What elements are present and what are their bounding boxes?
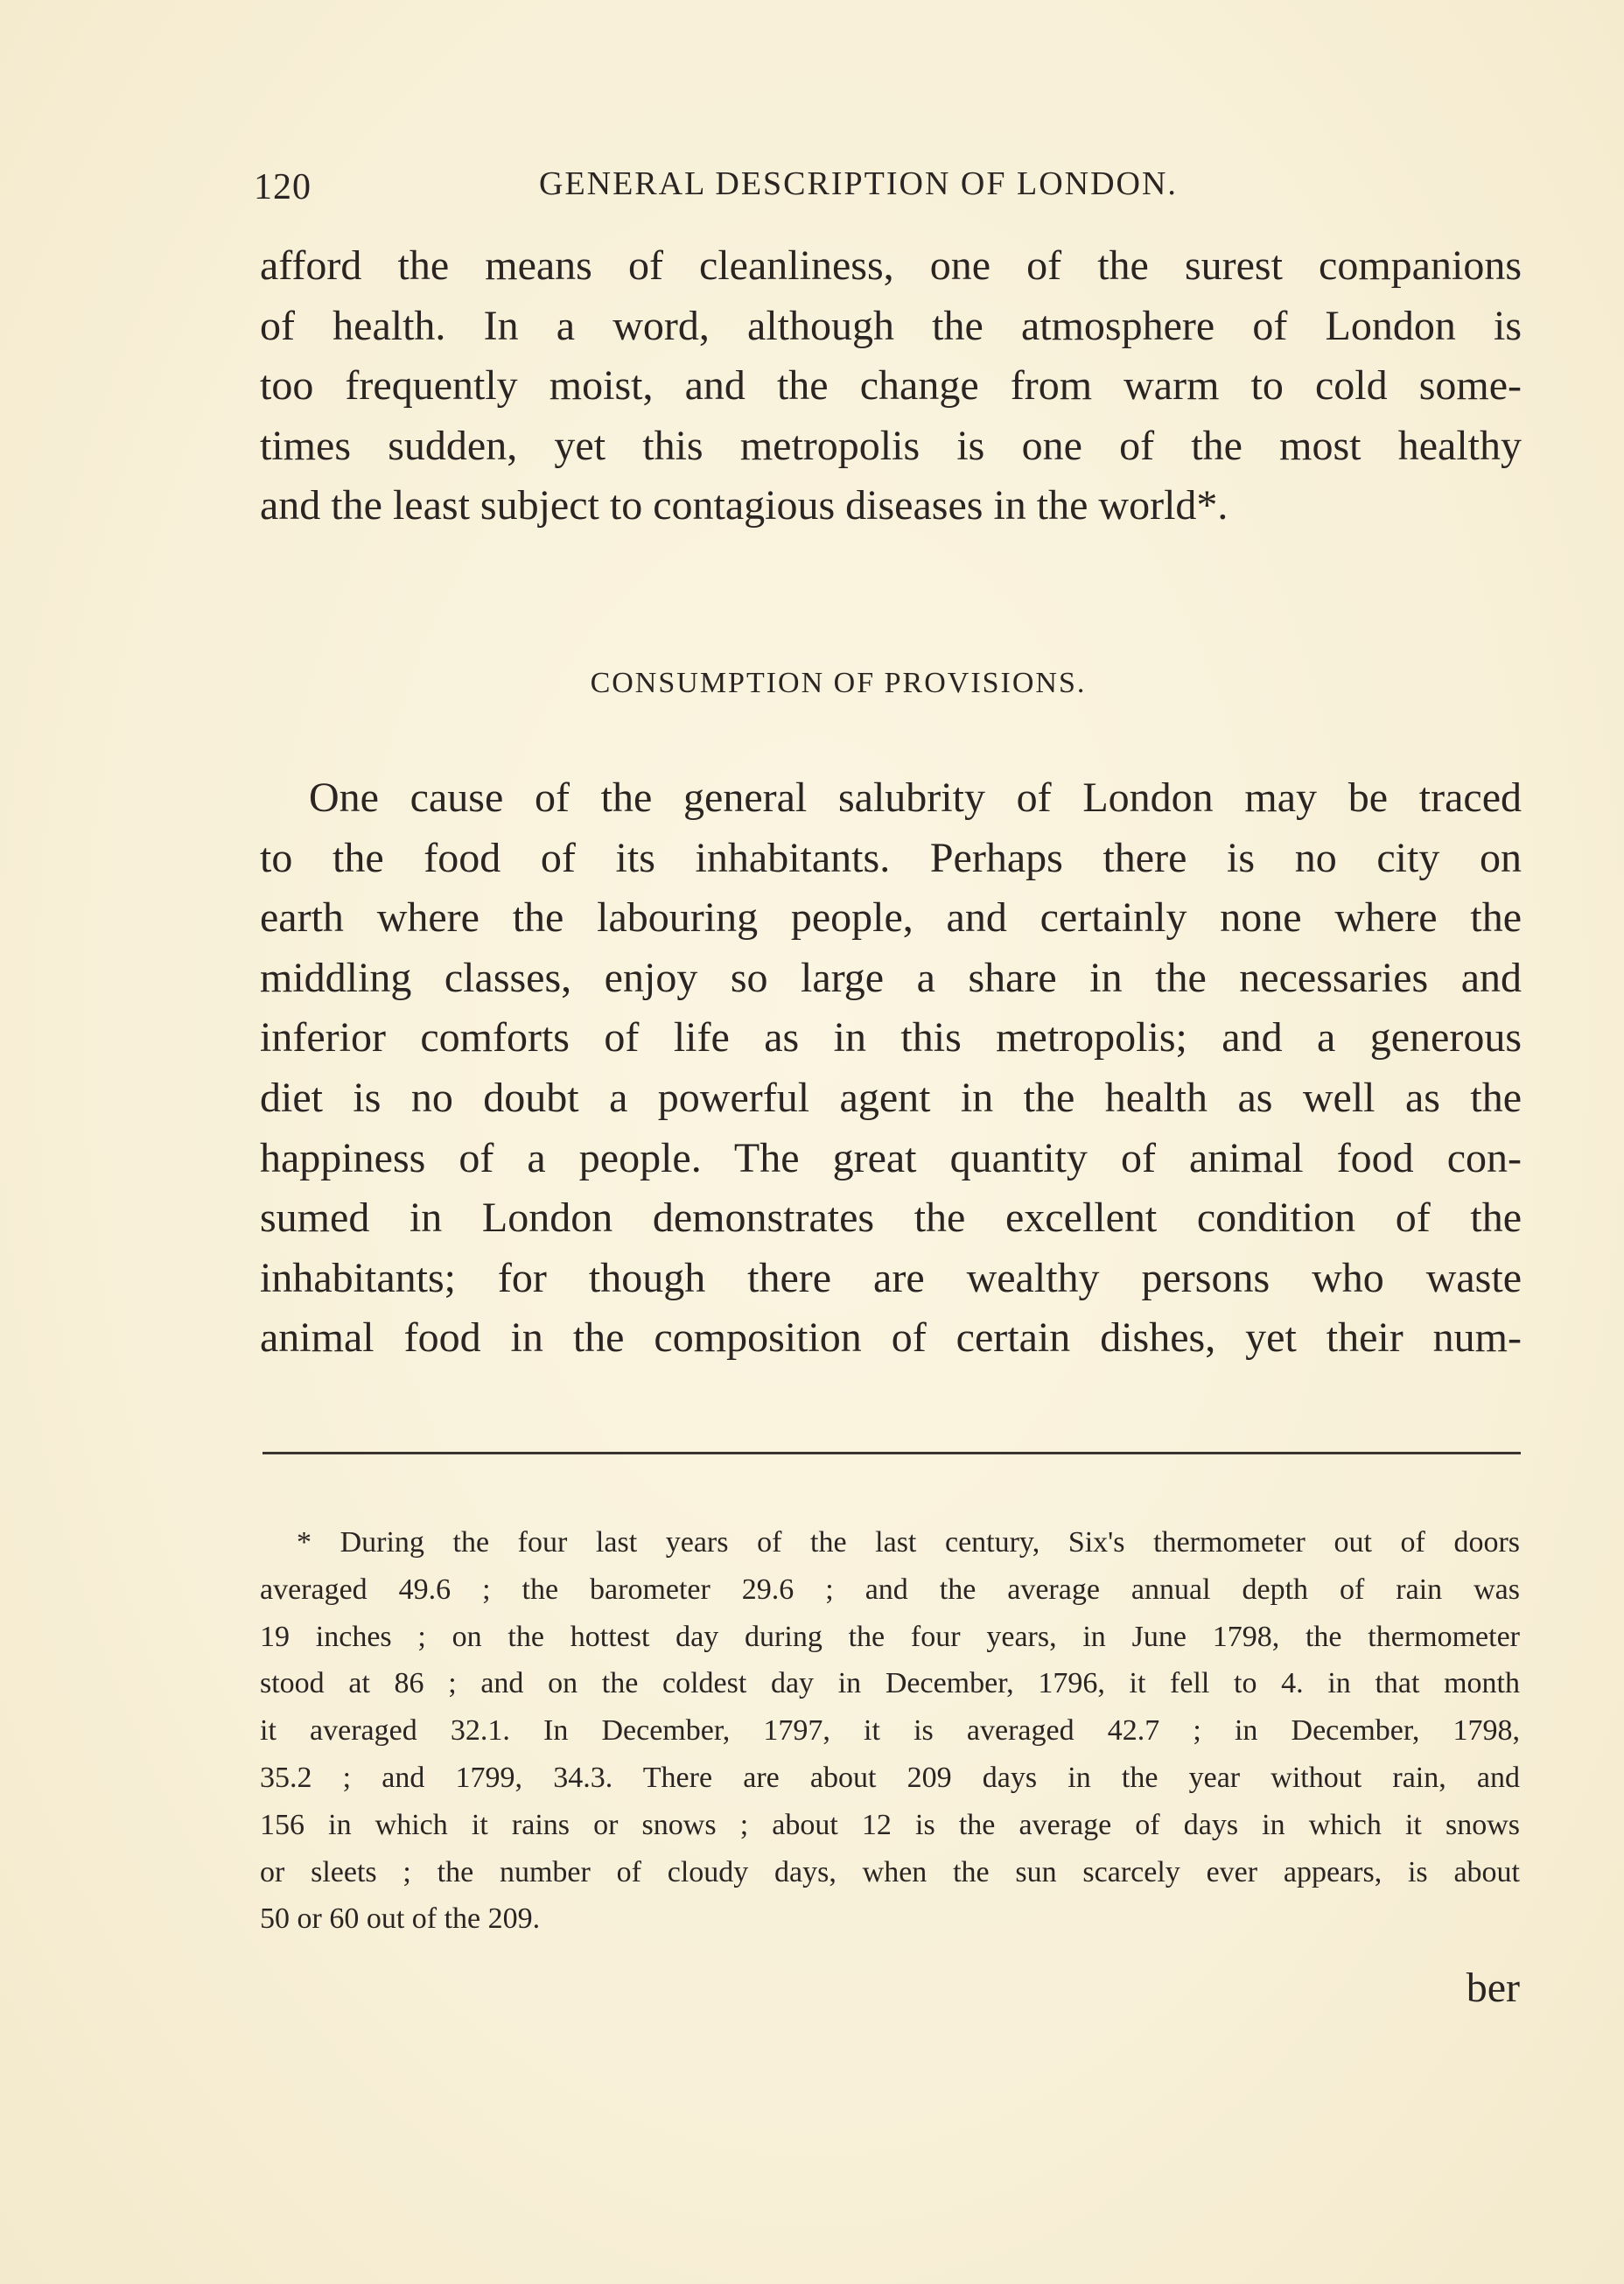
text-line: diet is no doubt a powerful agent in the health as well as the [260, 1074, 1522, 1121]
footnote-line: 35.2 ; and 1799, 34.3. There are about 209 days in the year without rain, and [260, 1761, 1520, 1794]
text-line: inferior comforts of life as in this metropolis; and a generous [260, 1014, 1522, 1061]
text-line: too frequently moist, and the change from warm to cold some- [260, 362, 1522, 410]
footnote-line: * During the four last years of the last century, Six's thermometer out of doors [297, 1526, 1520, 1559]
footnote-line: 156 in which it rains or snows ; about 12 is the average of days in which it snows [260, 1808, 1520, 1841]
footnote [260, 1519, 1520, 1943]
text-line: to the food of its inhabitants. Perhaps there is no city on [260, 834, 1522, 881]
paragraph-provisions [260, 768, 1522, 1369]
footnote-line: stood at 86 ; and on the coldest day in December, 1796, it fell to 4. in that month [260, 1667, 1520, 1700]
footnote-line: or sleets ; the number of cloudy days, when the sun scarcely ever appears, is about [260, 1855, 1520, 1888]
footnote-line: averaged 49.6 ; the barometer 29.6 ; and the average annual depth of rain was [260, 1573, 1520, 1606]
text-line: middling classes, enjoy so large a share in the necessaries and [260, 954, 1522, 1001]
catchword: ber [1466, 1965, 1520, 2011]
text-line: One cause of the general salubrity of London may be traced [309, 774, 1522, 821]
page-number: 120 [254, 167, 312, 207]
section-heading: CONSUMPTION OF PROVISIONS. [590, 667, 1087, 699]
text-line: inhabitants; for though there are wealthy persons who waste [260, 1254, 1522, 1301]
text-line: animal food in the composition of certain dishes, yet their num- [260, 1314, 1522, 1362]
running-title: GENERAL DESCRIPTION OF LONDON. [539, 165, 1178, 202]
footnote-line: it averaged 32.1. In December, 1797, it is averaged 42.7 ; in December, 1798, [260, 1714, 1520, 1748]
text-line: times sudden, yet this metropolis is one of the most healthy [260, 422, 1522, 469]
footnote-line: 19 inches ; on the hottest day during the four years, in June 1798, the thermometer [260, 1620, 1520, 1653]
text-line: of health. In a word, although the atmosphere of London is [260, 302, 1522, 349]
footnote-line: 50 or 60 out of the 209. [260, 1902, 541, 1936]
paragraph-health [260, 236, 1522, 536]
text-line: afford the means of cleanliness, one of the surest companions [260, 242, 1522, 289]
text-line: and the least subject to contagious diseases in the world*. [260, 482, 1228, 529]
text-line: earth where the labouring people, and certainly none where the [260, 894, 1522, 942]
text-line: sumed in London demonstrates the excellent condition of the [260, 1195, 1522, 1242]
footnote-rule [262, 1452, 1521, 1454]
running-head [254, 156, 1216, 208]
text-line: happiness of a people. The great quantity of animal food con- [260, 1134, 1522, 1181]
